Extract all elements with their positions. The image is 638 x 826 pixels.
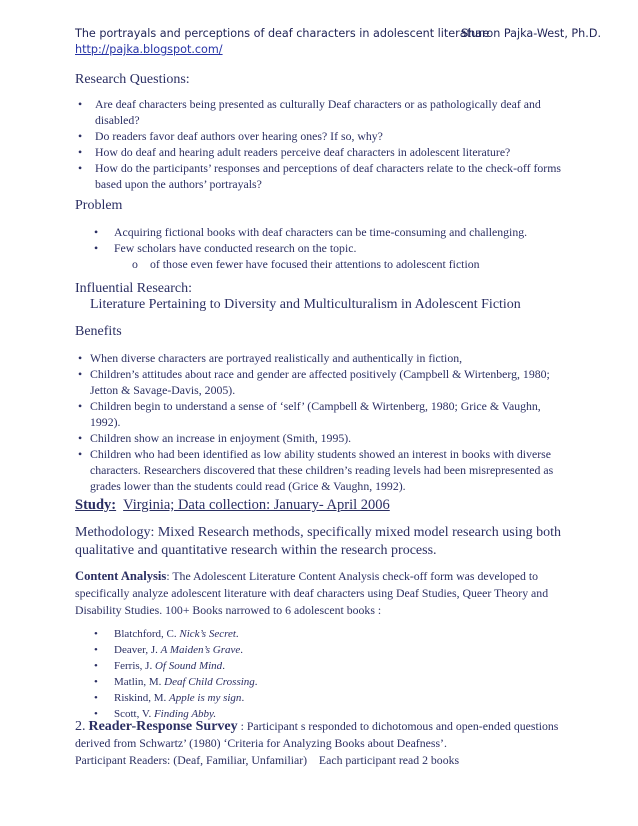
book-title: Finding Abby. [153,708,217,720]
methodology-paragraph [75,524,561,560]
list-item: • Children show an increase in enjoyment (Smith, 1995). [80,430,553,446]
reader-response-paragraph [75,718,558,769]
list-item-text: Children begin to understand a sense of ‘self’ (Campbell & Wirtenberg, 1980; Grice & Vaughn, [90,399,541,413]
header-author: Sharon Pajka-West, Ph.D. [461,27,601,40]
problem-list [94,224,527,256]
reader-response-text: : Participant s responded to dichotomous and open-ended questions [237,719,559,733]
book-end: . [240,644,243,656]
study-label: Study: [75,497,117,513]
list-item-text: How do the participants’ responses and perceptions of deaf characters relate to the check-off forms [95,161,562,175]
header-title: The portrayals and perceptions of deaf characters in adolescent literature [75,27,490,40]
list-item-text: grades lower than the students could read (Grice & Vaughn, 1992). [90,479,406,493]
book-item: • Scott, V. Finding Abby. [94,708,217,720]
book-title: Deaf Child Crossing [164,676,255,688]
book-item: • Riskind, M. Apple is my sign. [94,692,245,704]
book-end: . [235,628,239,640]
list-item: • Do readers favor deaf authors over hearing ones? If so, why? [80,128,561,144]
list-item-text: 1992). [90,415,121,429]
list-item: • Children begin to understand a sense of ‘self’ (Campbell & Wirtenberg, 1980; Grice & Vaughn, 1992). [80,398,553,430]
study-text: Virginia; Data collection: January- April 2006 [123,497,390,513]
list-item-text: How do deaf and hearing adult readers perceive deaf characters in adolescent literature? [95,145,511,159]
list-item: • How do deaf and hearing adult readers perceive deaf characters in adolescent literature? [80,144,561,160]
methodology-line: Methodology: Mixed Research methods, specifically mixed model research using both [75,525,561,540]
study-line [75,497,390,514]
book-title: A Maiden’s Grave [160,644,241,656]
list-item-text: Do readers favor deaf authors over hearing ones? If so, why? [95,129,383,143]
research-questions-heading: Research Questions: [75,72,190,87]
book-item: • Ferris, J. Of Sound Mind. [94,660,225,672]
content-analysis-text: Disability Studies. 100+ Books narrowed to 6 adolescent books : [75,603,382,617]
book-title: Of Sound Mind [154,660,223,672]
list-item: • Few scholars have conducted research on the topic. [94,240,527,256]
list-item-text: Children show an increase in enjoyment (Smith, 1995). [90,431,352,445]
list-item-text: Are deaf characters being presented as culturally Deaf characters or as pathologically deaf and [95,97,541,111]
list-item-text: Acquiring fictional books with deaf characters can be time-consuming and challenging. [114,225,528,239]
list-item: • How do the participants’ responses and perceptions of deaf characters relate to the check-off forms based upon the authors’ portrayals? [78,161,562,191]
book-author: Scott, V. [114,708,152,720]
methodology-line: qualitative and quantitative research within the research process. [75,543,437,558]
influential-heading: Influential Research: [75,281,193,296]
book-author: Blatchford, C. [114,628,177,640]
list-item-text: based upon the authors’ portrayals? [95,177,262,191]
content-analysis-label: Content Analysis [75,569,167,583]
book-item: • Deaver, J. A Maiden’s Grave. [94,644,243,656]
book-title: Nick’s Secret [179,628,236,640]
book-author: Matlin, M. [114,676,162,688]
benefits-list [80,350,553,494]
problem-sub-item: of those even fewer have focused their attentions to adolescent fiction [150,257,480,271]
book-end: . [222,660,225,672]
book-author: Ferris, J. [114,660,153,672]
reader-response-label: Reader-Response Survey [88,719,238,734]
list-item: • Are deaf characters being presented as culturally Deaf characters or as pathologically deaf and disabled? [80,96,561,128]
research-questions-list [80,96,561,192]
list-item-text: When diverse characters are portrayed realistically and authentically in fiction, [90,351,463,365]
content-analysis-text: : The Adolescent Literature Content Analysis check-off form was developed to [166,569,539,583]
participant-readers-text: Participant Readers: (Deaf, Familiar, Unfamiliar) Each participant read 2 books [75,753,460,767]
problem-sub-marker: o [132,257,138,271]
book-end: . [254,676,258,688]
reader-response-number: 2. [75,719,86,734]
influential-subtitle: Literature Pertaining to Diversity and Multiculturalism in Adolescent Fiction [90,297,521,312]
list-item: • Children’s attitudes about race and gender are affected positively (Campbell & Wirtenberg, 1980; Jetton & Savage-Davis, 2005). [80,366,553,398]
book-author: Riskind, M. [114,692,167,704]
list-item-text: Few scholars have conducted research on the topic. [114,241,357,255]
book-title: Apple is my sign [169,692,242,704]
book-item: • Matlin, M. Deaf Child Crossing. [94,676,258,688]
book-author: Deaver, J. [114,644,158,656]
list-item-text: characters. Researchers discovered that these children’s reading levels had been misrepresented as [90,463,554,477]
problem-heading: Problem [75,198,123,213]
list-item-text: disabled? [95,113,140,127]
list-item: • Children who had been identified as low ability students showed an interest in books with diverse characters. Researchers discovered that these children’s reading levels had been misrepresented as grades lower than the students could read (Grice & Vaughn, 1992). [78,447,554,493]
book-end: . [241,692,245,704]
books-list [94,626,258,722]
list-item: • When diverse characters are portrayed realistically and authentically in fiction, [80,350,553,366]
list-item: • Acquiring fictional books with deaf characters can be time-consuming and challenging. [94,225,528,239]
list-item-text: Children’s attitudes about race and gender are affected positively (Campbell & Wirtenberg, 1980; [90,367,550,381]
blog-link[interactable]: http://pajka.blogspot.com/ [75,43,223,56]
reader-response-text: derived from Schwartz’ (1980) ‘Criteria for Analyzing Books about Deafness’. [75,736,447,750]
list-item-text: Children who had been identified as low ability students showed an interest in books with diverse [90,447,551,461]
book-item: • Blatchford, C. Nick’s Secret. [94,628,239,640]
benefits-heading: Benefits [75,324,122,339]
content-analysis-text: specifically analyze adolescent literature with deaf characters using Deaf Studies, Queer Theory and [75,586,549,600]
list-item-text: Jetton & Savage-Davis, 2005). [90,383,236,397]
content-analysis-paragraph [75,568,548,619]
